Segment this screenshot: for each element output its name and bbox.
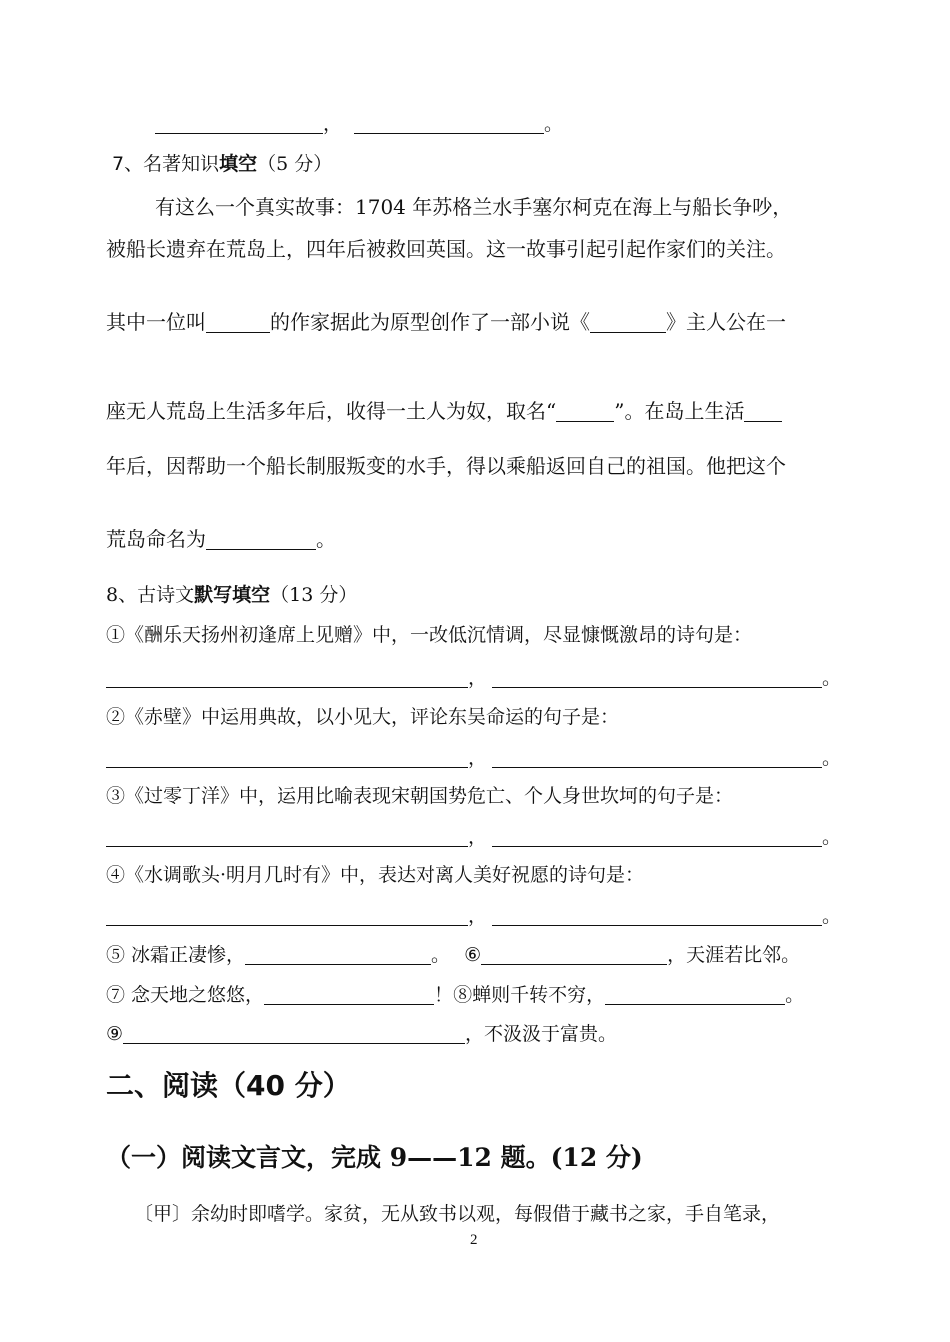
- q7-line-3: [106, 308, 786, 336]
- text: 座无人荒岛上生活多年后，收得一土人为奴，取名“: [106, 399, 557, 423]
- period: 。: [544, 113, 564, 135]
- comma: ，: [468, 747, 488, 769]
- q8-item-2: ②《赤壁》中运用典故，以小见大，评论东吴命运的句子是：: [106, 706, 620, 728]
- text: ⑨: [106, 1023, 124, 1045]
- answer-blank[interactable]: [481, 944, 667, 965]
- text: ⑤ 冰霜正凄惨，: [106, 944, 246, 966]
- q8-items-5-6: [106, 941, 800, 969]
- comma: ，: [468, 826, 488, 848]
- q8-item-9: [106, 1020, 617, 1048]
- period: 。: [822, 747, 842, 769]
- section-2-heading: 二、阅读（40 分）: [106, 1069, 351, 1102]
- q7-score: （5 分）: [257, 153, 333, 175]
- text: ⑧蝉则千转不穷，: [453, 984, 606, 1006]
- q7-heading: [112, 150, 332, 178]
- answer-blank[interactable]: [106, 826, 468, 847]
- servant-name-blank[interactable]: [556, 401, 614, 422]
- answer-blank[interactable]: [123, 1023, 465, 1044]
- q8-item-3-answer: [106, 823, 841, 851]
- q8-heading: [106, 581, 357, 609]
- q7-title-plain: 名著知识: [143, 153, 220, 175]
- answer-blank[interactable]: [605, 984, 785, 1005]
- q7-line-5: 年后，因帮助一个船长制服叛变的水手，得以乘船返回自己的祖国。他把这个: [106, 454, 786, 478]
- period: 。: [822, 905, 842, 927]
- text: ”。在岛上生活: [614, 399, 745, 423]
- text: ！: [434, 984, 454, 1006]
- answer-blank[interactable]: [106, 747, 468, 768]
- answer-blank[interactable]: [155, 113, 323, 134]
- comma: ，: [323, 113, 343, 135]
- q8-score: （13 分）: [270, 584, 358, 606]
- q7-number: 7、: [112, 153, 144, 175]
- answer-blank[interactable]: [106, 905, 468, 926]
- author-blank[interactable]: [206, 312, 270, 333]
- comma: ，: [468, 667, 488, 689]
- text: 。: [431, 944, 451, 966]
- passage-line-1: 〔甲〕余幼时即嗜学。家贫，无从致书以观，每假借于藏书之家，手自笔录，: [134, 1203, 781, 1225]
- answer-blank[interactable]: [492, 826, 822, 847]
- q7-line-6: [106, 525, 336, 553]
- answer-blank[interactable]: [106, 667, 468, 688]
- text: ，不汲汲于富贵。: [465, 1023, 618, 1045]
- answer-blank[interactable]: [245, 944, 431, 965]
- q7-line-2: 被船长遗弃在荒岛上，四年后被救回英国。这一故事引起引起作家们的关注。: [106, 237, 786, 261]
- answer-blank[interactable]: [492, 905, 822, 926]
- q7-title-bold: 填空: [219, 153, 258, 175]
- q8-item-1: ①《酬乐天扬州初逢席上见赠》中，一改低沉情调，尽显慷慨激昂的诗句是：: [106, 624, 753, 646]
- answer-blank[interactable]: [492, 667, 822, 688]
- subsection-1-heading: （一）阅读文言文，完成 9——12 题。(12 分): [106, 1143, 643, 1172]
- q8-item-4-answer: [106, 902, 841, 930]
- text: 荒岛命名为: [106, 527, 206, 551]
- top-fill-line: [155, 110, 563, 138]
- q7-line-1: 有这么一个真实故事：1704 年苏格兰水手塞尔柯克在海上与船长争吵，: [155, 195, 793, 219]
- island-name-blank[interactable]: [206, 529, 316, 550]
- years-blank[interactable]: [744, 401, 782, 422]
- q8-item-3: ③《过零丁洋》中，运用比喻表现宋朝国势危亡、个人身世坎坷的句子是：: [106, 785, 734, 807]
- text: ⑥: [464, 944, 482, 966]
- text: 。: [316, 527, 336, 551]
- q8-title-plain: 古诗文: [137, 584, 195, 606]
- page-number: 2: [470, 1232, 478, 1248]
- answer-blank[interactable]: [354, 113, 544, 134]
- text: 的作家据此为原型创作了一部小说《: [270, 310, 590, 334]
- answer-blank[interactable]: [264, 984, 434, 1005]
- q8-title-bold: 默写填空: [194, 584, 271, 606]
- period: 。: [822, 667, 842, 689]
- q8-number: 8、: [106, 584, 138, 606]
- comma: ，: [468, 905, 488, 927]
- q8-item-2-answer: [106, 744, 841, 772]
- novel-title-blank[interactable]: [590, 312, 666, 333]
- q8-item-4: ④《水调歌头·明月几时有》中，表达对离人美好祝愿的诗句是：: [106, 864, 645, 886]
- q7-line-4: [106, 397, 782, 425]
- text: 》主人公在一: [666, 310, 786, 334]
- text: 。: [785, 984, 805, 1006]
- q8-item-1-answer: [106, 664, 841, 692]
- text: 其中一位叫: [106, 310, 206, 334]
- q8-items-7-8: [106, 981, 804, 1009]
- answer-blank[interactable]: [492, 747, 822, 768]
- period: 。: [822, 826, 842, 848]
- text: ⑦ 念天地之悠悠，: [106, 984, 265, 1006]
- text: ，天涯若比邻。: [667, 944, 801, 966]
